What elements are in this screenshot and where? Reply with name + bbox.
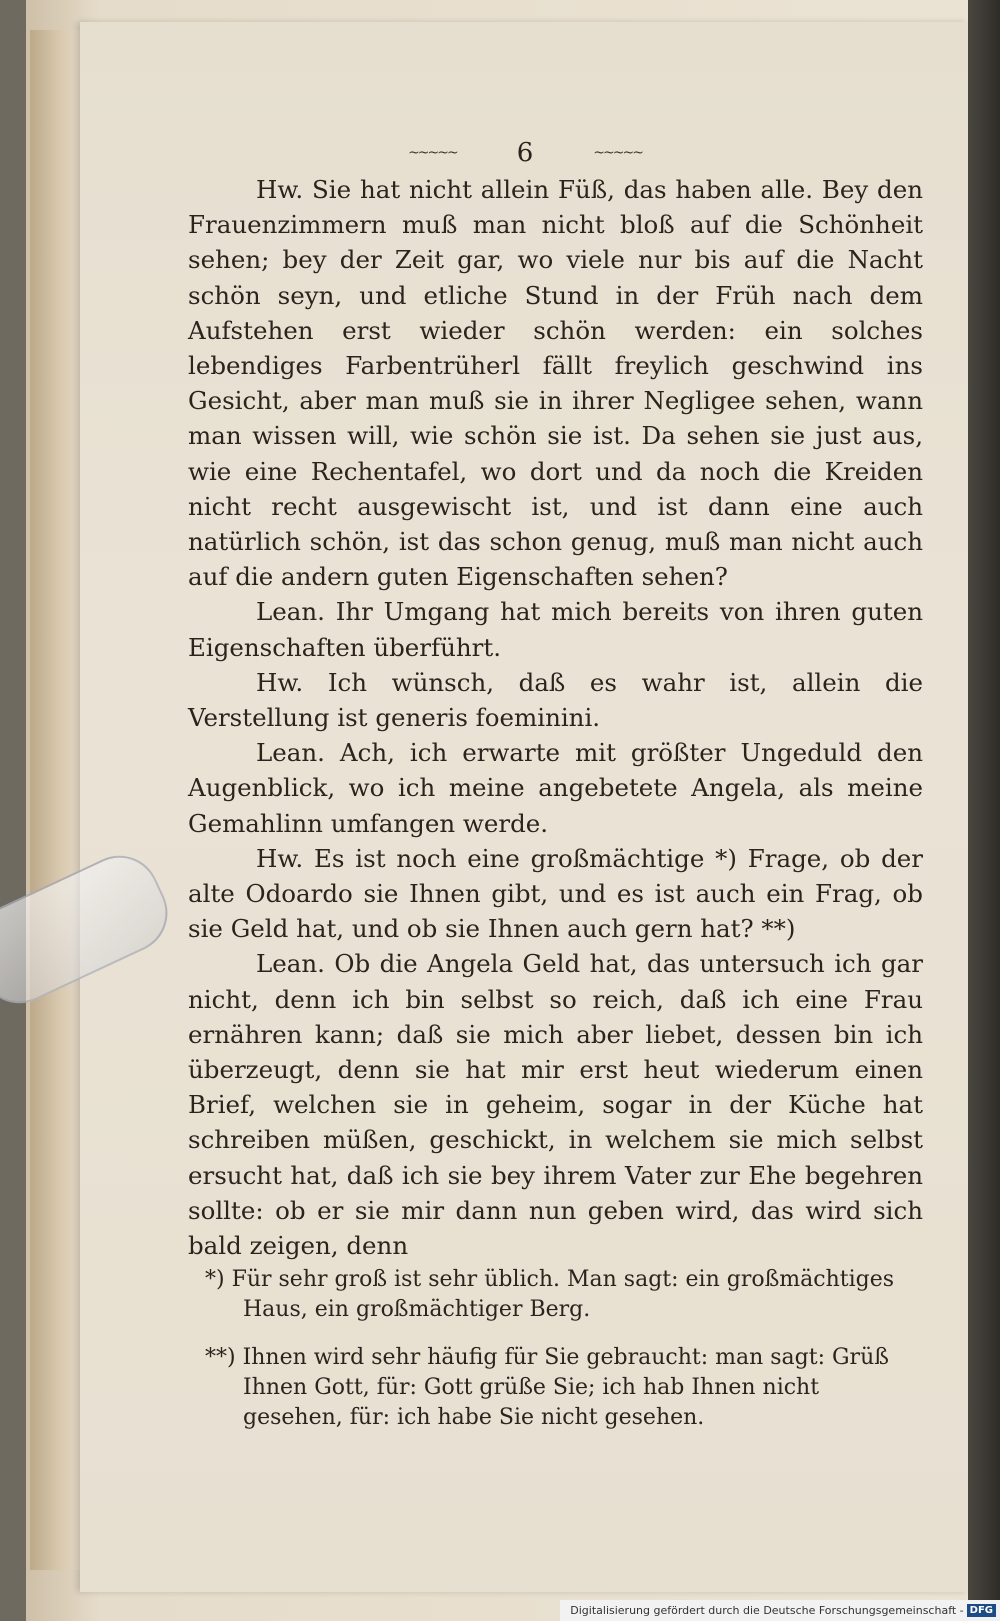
- footnote-2: **) Ihnen wird sehr häufig für Sie gebraucht: man sagt: Grüß Ihnen Gott, für: Gott grüße Sie; ich hab Ihnen nicht gesehen, für: ich habe Sie nicht gesehen.: [205, 1345, 889, 1430]
- page-header: [375, 138, 675, 168]
- paragraph-5: Hw. Es ist noch eine großmächtige *) Frage, ob der alte Odoardo sie Ihnen gibt, und es ist auch ein Frag, ob sie Geld hat, und ob sie Ihnen auch gern hat? **): [188, 843, 923, 944]
- paragraph-6: Lean. Ob die Angela Geld hat, das untersuch ich gar nicht, denn ich bin selbst so reich, daß ich eine Frau ernähren kann; daß sie mich aber liebet, dessen bin ich überzeugt, denn sie hat mir erst heut wiederum einen Brief, welchen sie in geheim, sogar in der Küche hat schreiben müßen, geschickt, in welchem sie mich selbst ersucht hat, daß ich sie bey ihrem Vater zur Ehe begehren sollte: ob er sie mir dann nun geben wird, das wird sich bald zeigen, denn: [188, 949, 923, 1261]
- paragraph-1: Hw. Sie hat nicht allein Füß, das haben alle. Bey den Frauenzimmern muß man nicht bloß auf die Schönheit sehen; bey der Zeit gar, wo viele nur bis auf die Nacht schön seyn, und etliche Stund in der Früh nach dem Aufstehen erst wieder schön werden: ein solches lebendiges Farbentrüherl fällt freylich geschwind ins Gesicht, aber man muß sie in ihrer Negligee sehen, wann man wissen will, wie schön sie ist. Da sehen sie just aus, wie eine Rechentafel, wo dort und da noch die Kreiden nicht recht ausgewischt ist, und ist dann eine auch natürlich schön, ist das schon genug, muß man nicht auch auf die andern guten Eigenschaften sehen?: [188, 175, 923, 592]
- credit-text: Digitalisierung gefördert durch die Deutsche Forschungsgemeinschaft -: [570, 1604, 964, 1617]
- paragraph-3: Hw. Ich wünsch, daß es wahr ist, allein die Verstellung ist generis foeminini.: [188, 667, 923, 733]
- scan-right-margin: [968, 0, 1000, 1621]
- page-number: 6: [516, 138, 534, 168]
- paragraph-2: Lean. Ihr Umgang hat mich bereits von ihren guten Eigenschaften überführt.: [188, 597, 923, 662]
- main-text: [188, 172, 923, 1263]
- paragraph-4: Lean. Ach, ich erwarte mit größter Ungeduld den Augenblick, wo ich meine angebetete Angela, als meine Gemahlinn umfangen werde.: [188, 738, 923, 838]
- dfg-logo: DFG: [967, 1604, 996, 1617]
- ornament-left: ~~~~~: [408, 145, 457, 161]
- digitization-credit: [560, 1600, 1000, 1621]
- page-stack-edge: [30, 30, 82, 1570]
- ornament-right: ~~~~~: [593, 145, 642, 161]
- footnotes: [205, 1265, 920, 1451]
- footnote-1: *) Für sehr groß ist sehr üblich. Man sagt: ein großmächtiges Haus, ein großmächtiger Berg.: [205, 1267, 895, 1322]
